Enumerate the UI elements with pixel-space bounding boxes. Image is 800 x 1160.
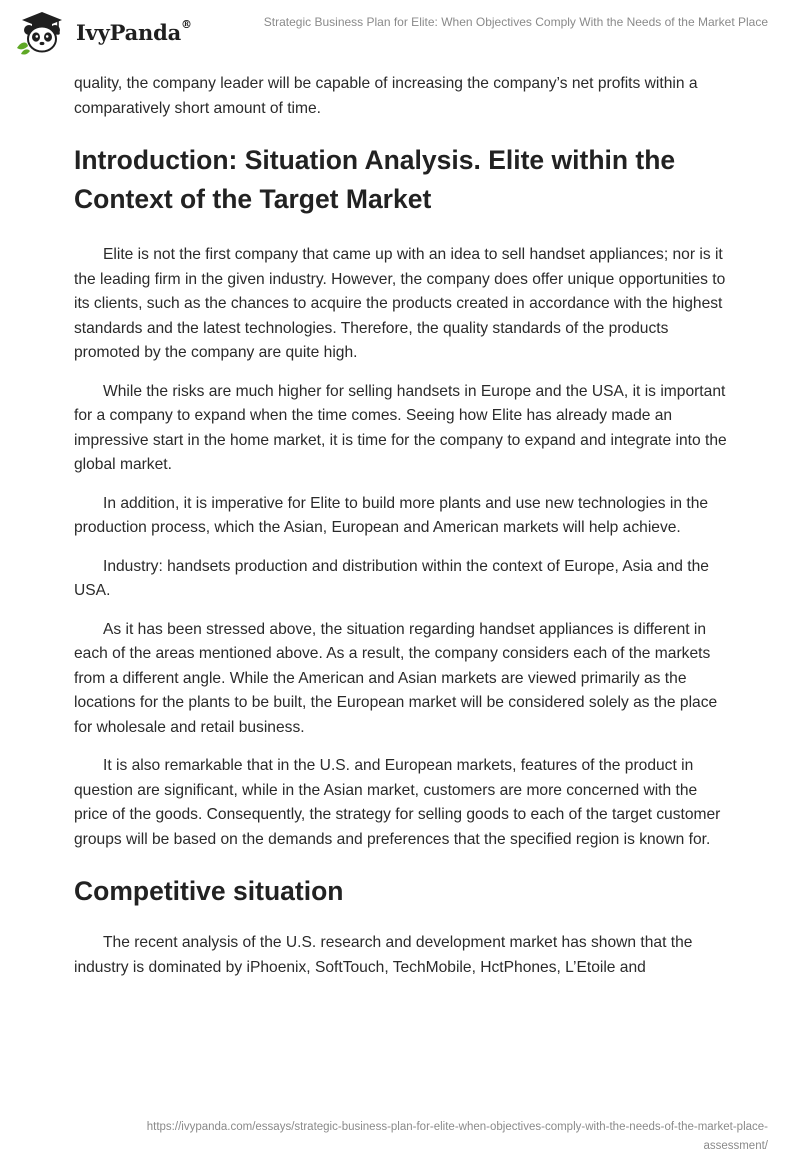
- article-body: [74, 72, 728, 994]
- paragraph: It is also remarkable that in the U.S. and European markets, features of the product in question are significant, while in the Asian market, customers are more concerned with the price of the goods. Consequently, the strategy for selling goods to each of the target customer groups will be based on the demands and preferences that the specified region is known for.: [74, 757, 721, 848]
- source-url-line-1: https://ivypanda.com/essays/strategic-business-plan-for-elite-when-objectives-comply-with-the-needs-of-the-market-place-: [146, 1121, 768, 1133]
- paragraph: In addition, it is imperative for Elite to build more plants and use new technologies in the production process, which the Asian, European and American markets will help achieve.: [74, 494, 709, 536]
- source-url-line-2: assessment/: [703, 1140, 768, 1152]
- section-heading-competitive: Competitive situation: [74, 876, 344, 906]
- paragraph: While the risks are much higher for selling handsets in Europe and the USA, it is important for a company to expand when the time comes. Seeing how Elite has already made an impressive start in the home market, it is time for the company to expand and integrate into the global market.: [74, 382, 727, 473]
- panda-graduate-icon: [14, 8, 70, 56]
- registered-mark: ®: [181, 17, 192, 31]
- ivypanda-logo[interactable]: [14, 8, 192, 56]
- paragraph: Elite is not the first company that came up with an idea to sell handset appliances; nor is it the leading firm in the given industry. However, the company does offer unique opportunities to its clients, such as the chances to acquire the products created in accordance with the highest standards and the latest technologies. Therefore, the quality standards of the products promoted by the company are quite high.: [74, 246, 726, 361]
- paragraph: Industry: handsets production and distribution within the context of Europe, Asia and the USA.: [74, 557, 709, 599]
- running-title: Strategic Business Plan for Elite: When Objectives Comply With the Needs of the Market Place: [263, 15, 768, 29]
- brand-name-text: IvyPanda: [76, 19, 182, 45]
- source-url[interactable]: [68, 1118, 768, 1156]
- paragraph: As it has been stressed above, the situation regarding handset appliances is different in each of the areas mentioned above. As a result, the company considers each of the markets from a different angle. While the American and Asian markets are viewed primarily as the locations for the plants to be built, the European market will be considered solely as the place for wholesale and retail business.: [74, 620, 718, 736]
- section-heading-introduction: Introduction: Situation Analysis. Elite within the Context of the Target Market: [74, 145, 676, 214]
- brand-name: [76, 17, 192, 45]
- lead-paragraph: quality, the company leader will be capable of increasing the company’s net profits within a comparatively short amount of time.: [74, 75, 698, 117]
- page-header: [0, 0, 800, 62]
- paragraph: The recent analysis of the U.S. research and development market has shown that the industry is dominated by iPhoenix, SoftTouch, TechMobile, HctPhones, L’Etoile and: [74, 934, 693, 976]
